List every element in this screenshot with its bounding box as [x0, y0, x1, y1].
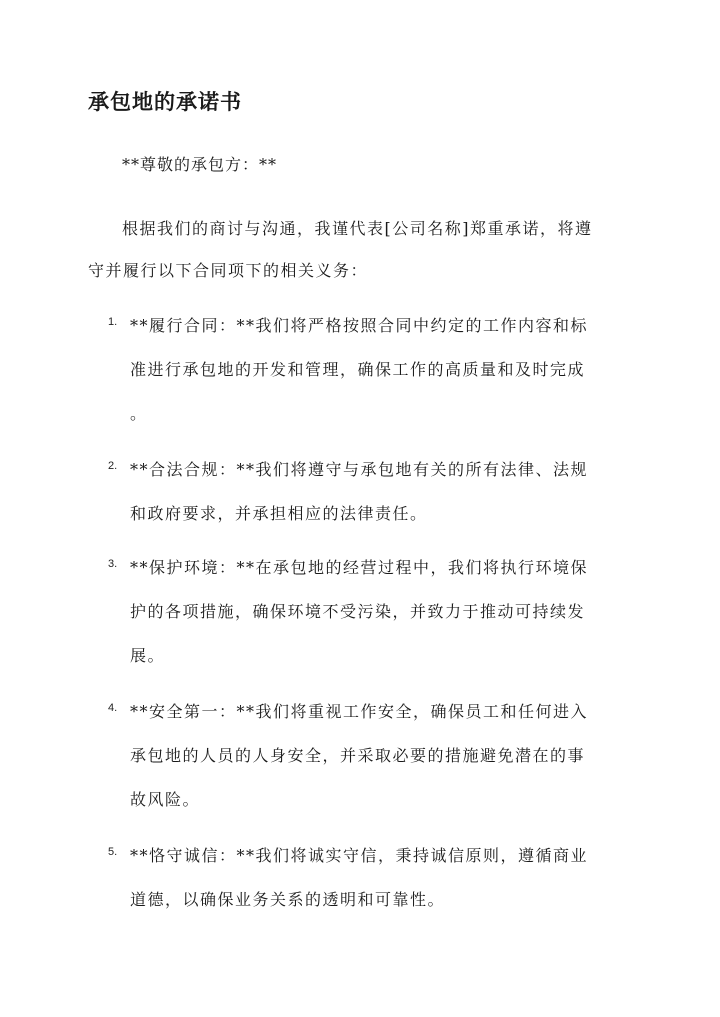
list-item-line: 护的各项措施，确保环境不受污染，并致力于推动可持续发 [130, 602, 586, 621]
list-item-line: **保护环境：**在承包地的经营过程中，我们将执行环境保 [130, 558, 589, 577]
list-item-line: 故风险。 [130, 790, 201, 809]
salutation: **尊敬的承包方：** [122, 155, 278, 174]
list-item-line: 道德，以确保业务关系的透明和可靠性。 [130, 890, 446, 909]
list-item-line: **恪守诚信：**我们将诚实守信，秉持诚信原则，遵循商业 [130, 846, 589, 865]
list-item-line: 准进行承包地的开发和管理，确保工作的高质量和及时完成 [130, 360, 586, 379]
list-item-number: 1. [108, 316, 118, 328]
list-item-number: 2. [108, 460, 118, 472]
list-item-text [130, 834, 630, 922]
list-item-text [130, 448, 630, 536]
list-item-text [130, 304, 630, 436]
intro-line: 根据我们的商讨与沟通，我谨代表[公司名称]郑重承诺，将遵 [122, 219, 593, 238]
intro-line: 守并履行以下合同项下的相关义务： [88, 261, 369, 280]
list-item-number: 4. [108, 702, 118, 714]
list-item-line: **合法合规：**我们将遵守与承包地有关的所有法律、法规 [130, 460, 589, 479]
list-item-number: 3. [108, 558, 118, 570]
list-item-text [130, 690, 630, 822]
list-item-line: 承包地的人员的人身安全，并采取必要的措施避免潜在的事 [130, 746, 586, 765]
list-item-line: **安全第一：**我们将重视工作安全，确保员工和任何进入 [130, 702, 589, 721]
list-item-line: 展。 [130, 646, 166, 665]
intro-paragraph [88, 208, 633, 292]
list-item-text [130, 546, 630, 678]
document-title: 承包地的承诺书 [88, 89, 242, 114]
list-item-number: 5. [108, 846, 118, 858]
list-item-line: 和政府要求，并承担相应的法律责任。 [130, 504, 428, 523]
list-item-line: **履行合同：**我们将严格按照合同中约定的工作内容和标 [130, 316, 589, 335]
list-item-line: 。 [130, 404, 148, 423]
